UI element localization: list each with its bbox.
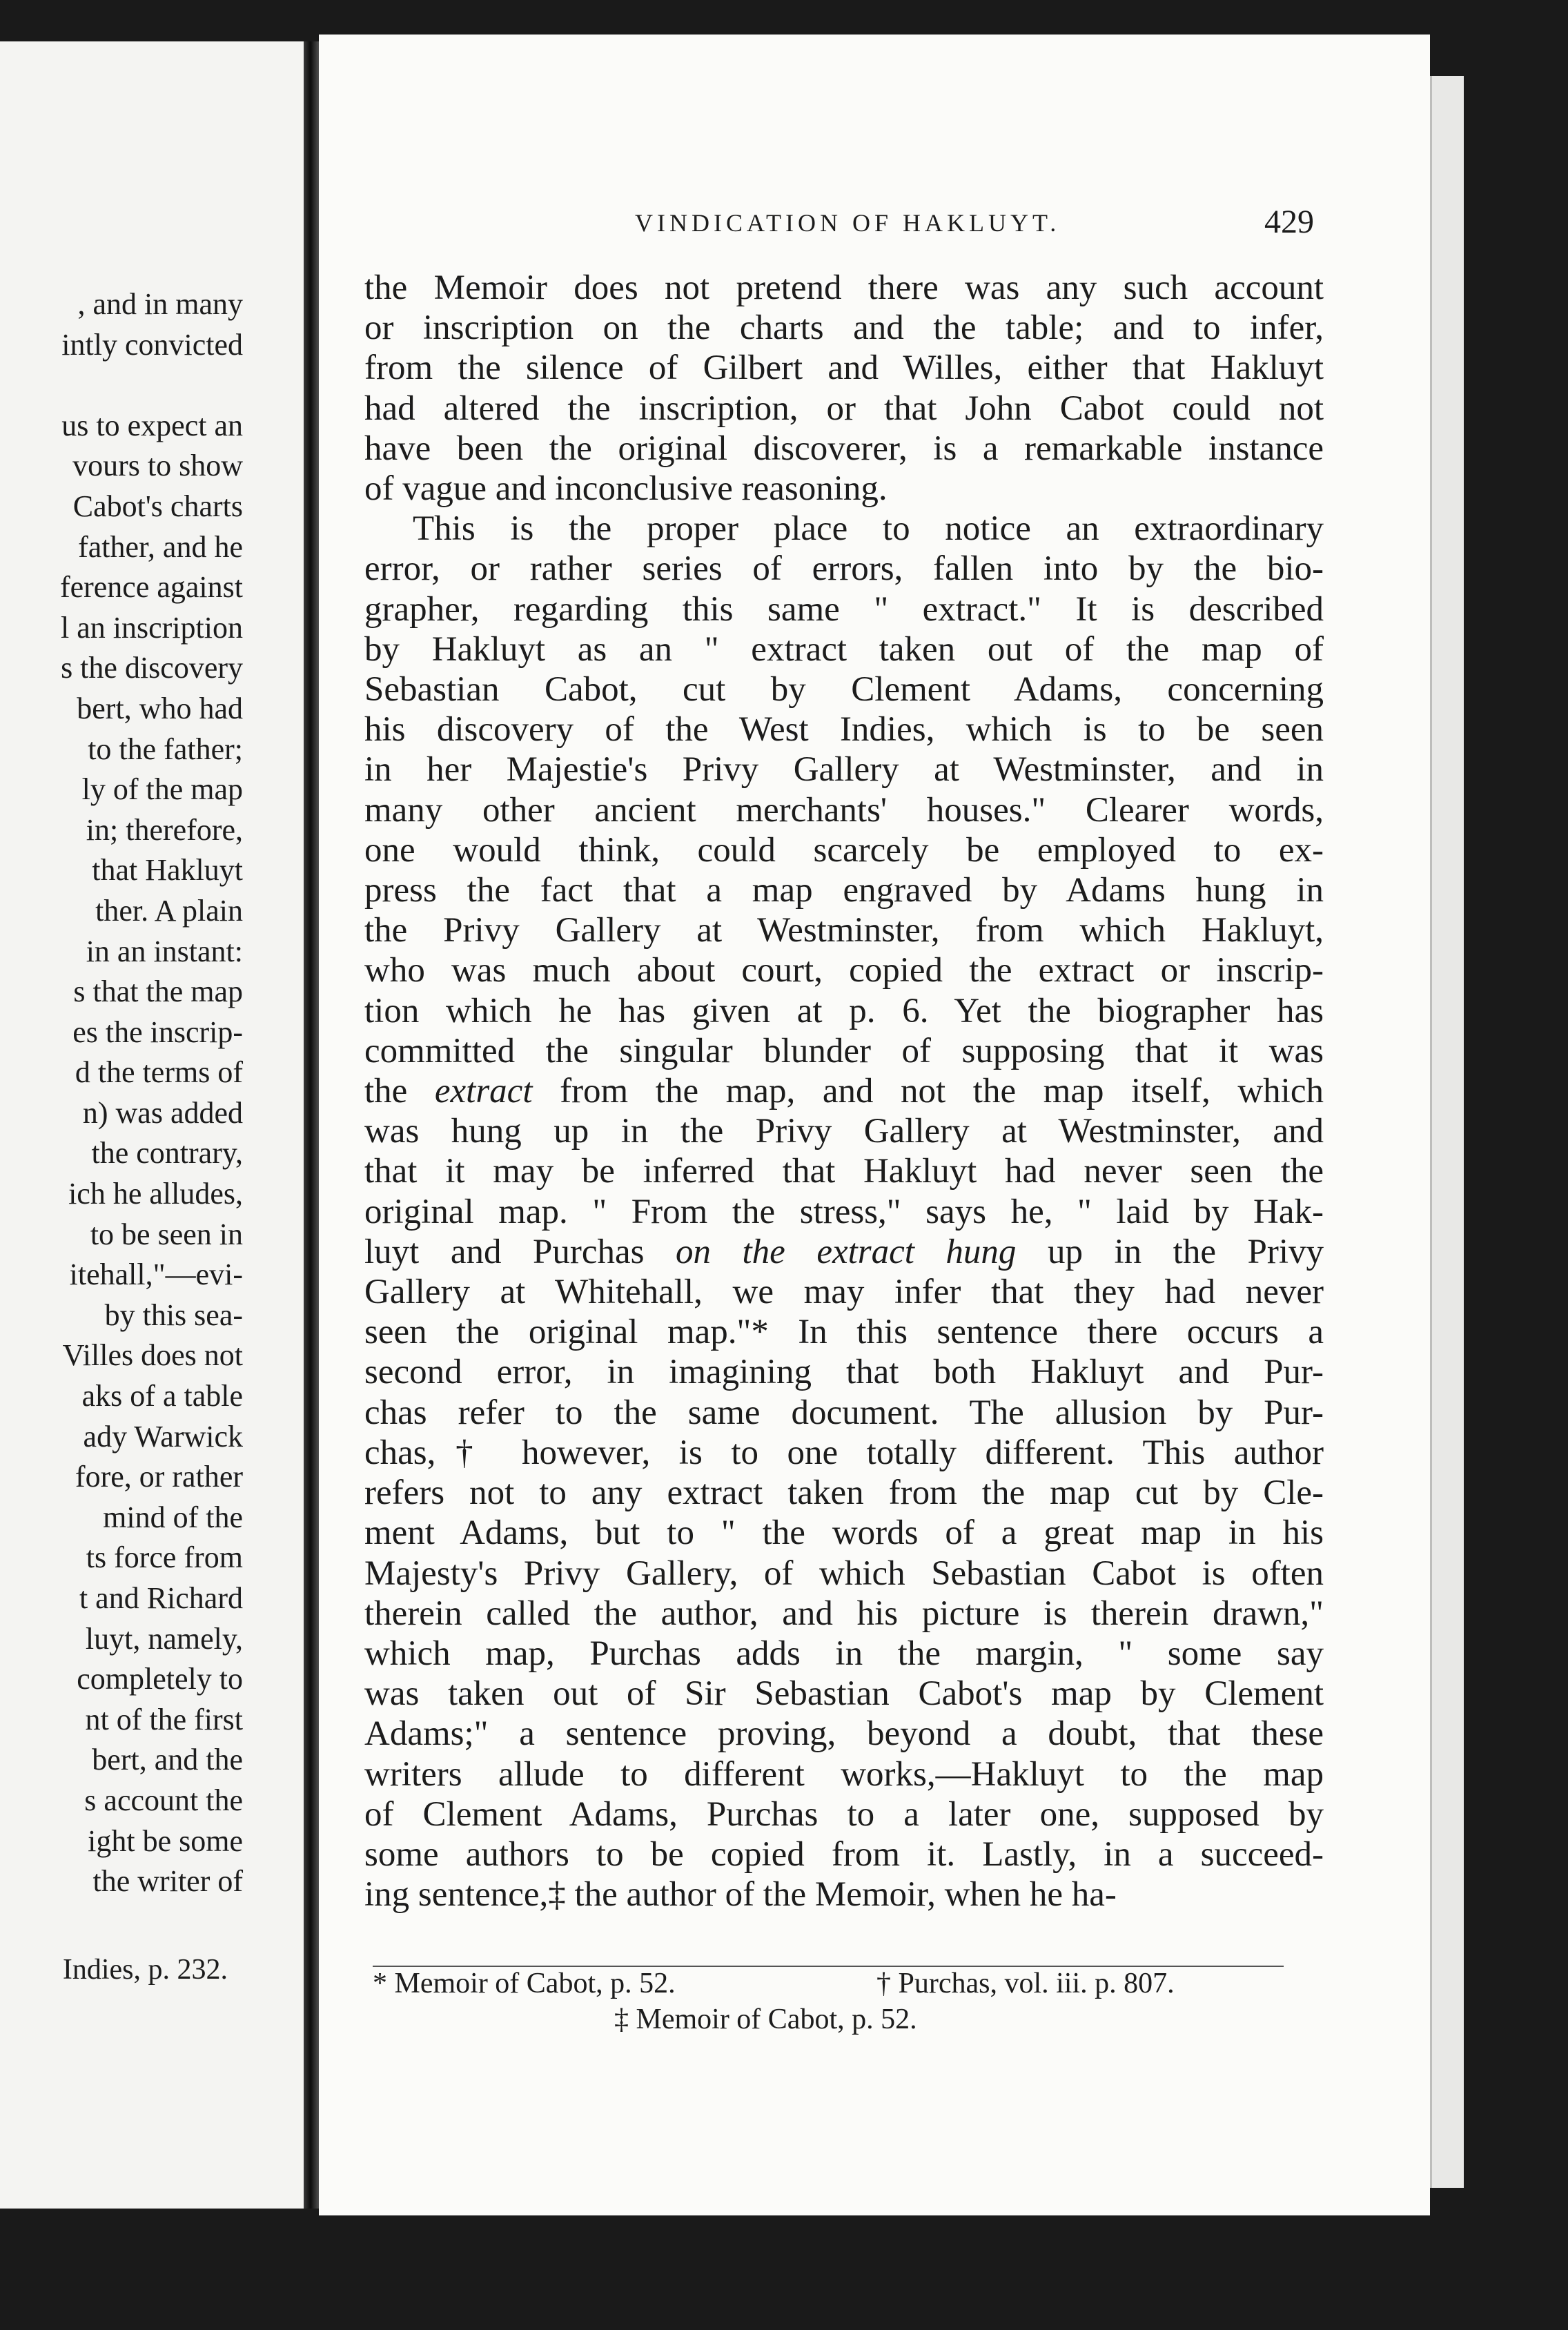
left-page-line: us to expect an — [61, 408, 243, 442]
left-page-line: aks of a table — [81, 1379, 243, 1413]
left-page-line: in; therefore, — [86, 812, 243, 847]
body-line: the Privy Gallery at Westminster, from which Hakluyt, — [364, 911, 1324, 950]
left-page-line: the contrary, — [91, 1136, 243, 1171]
footnote-purchas: † Purchas, vol. iii. p. 807. — [876, 1968, 1175, 1999]
body-line: in her Majestie's Privy Gallery at Westminster, and in — [364, 750, 1324, 790]
footnote-row — [373, 2003, 1284, 2039]
left-page-line — [0, 365, 243, 406]
body-line: Majesty's Privy Gallery, of which Sebastian Cabot is often — [364, 1554, 1324, 1593]
left-page-text — [0, 284, 243, 1902]
body-line: tion which he has given at p. 6. Yet the biographer has — [364, 991, 1324, 1030]
body-line: chas,† however, is to one totally different. This author — [364, 1433, 1324, 1472]
left-page-line: Villes does not — [62, 1338, 243, 1373]
body-line: ment Adams, but to " the words of a great map in his — [364, 1514, 1324, 1553]
left-page-line: nt of the first — [85, 1702, 243, 1736]
body-line: writers allude to different works,—Hakluyt to the map — [364, 1754, 1324, 1794]
body-line: of Clement Adams, Purchas to a later one, supposed by — [364, 1794, 1324, 1834]
body-line: was hung up in the Privy Gallery at Westminster, and — [364, 1112, 1324, 1151]
left-page-line: fore, or rather — [75, 1460, 243, 1494]
left-page-line: the writer of — [92, 1864, 243, 1899]
body-line: who was much about court, copied the extract or inscrip- — [364, 951, 1324, 990]
left-page-line: es the inscrip- — [72, 1015, 243, 1049]
left-page-line: ich he alludes, — [68, 1177, 243, 1211]
left-page-line: l an inscription — [61, 610, 243, 645]
left-page-line: itehall,"—evi- — [69, 1257, 243, 1292]
left-page-line: by this sea- — [104, 1298, 243, 1332]
body-line: Adams;" a sentence proving, beyond a doubt, that these — [364, 1714, 1324, 1754]
left-page-line: mind of the — [103, 1500, 243, 1534]
footnote-memoir: * Memoir of Cabot, p. 52. — [373, 1968, 676, 1999]
body-line: one would think, could scarcely be employed to ex- — [364, 830, 1324, 870]
body-line: error, or rather series of errors, fallen into by the bio- — [364, 549, 1324, 589]
left-page-line: ady Warwick — [83, 1419, 243, 1453]
body-line: some authors to be copied from it. Lastly, in a succeed- — [364, 1834, 1324, 1874]
left-page-line: bert, who had — [77, 691, 243, 725]
left-page-line: ther. A plain — [95, 893, 243, 928]
body-line: many other ancient merchants' houses." Clearer words, — [364, 790, 1324, 830]
body-line: that it may be inferred that Hakluyt had never seen the — [364, 1152, 1324, 1191]
body-line: ing sentence,‡ the author of the Memoir, when he ha- — [364, 1875, 1117, 1915]
left-page-line: bert, and the — [92, 1743, 243, 1777]
body-line: seen the original map."* In this sentence there occurs a — [364, 1313, 1324, 1352]
body-line: committed the singular blunder of supposing that it was — [364, 1031, 1324, 1070]
body-line: luyt and Purchas on the extract hung up in the Privy — [364, 1232, 1324, 1271]
body-line: which map, Purchas adds in the margin, " some say — [364, 1634, 1324, 1673]
left-page-line: ts force from — [86, 1540, 243, 1575]
body-line: of vague and inconclusive reasoning. — [364, 469, 888, 509]
page-number: 429 — [1264, 204, 1314, 240]
body-line: therein called the author, and his picture is therein drawn," — [364, 1594, 1324, 1633]
body-line: the Memoir does not pretend there was any such account — [364, 268, 1324, 307]
left-page-line: luyt, namely, — [85, 1621, 243, 1656]
body-line: was taken out of Sir Sebastian Cabot's map by Clement — [364, 1674, 1324, 1714]
left-page-line: , and in many — [77, 287, 243, 321]
left-page-footnote: Indies, p. 232. — [62, 1954, 228, 1986]
body-line: from the silence of Gilbert and Willes, either that Hakluyt — [364, 349, 1324, 388]
page-edge — [1430, 76, 1464, 2188]
body-line: grapher, regarding this same " extract." It is described — [364, 589, 1324, 629]
left-page-line: intly convicted — [61, 327, 243, 362]
left-page-line: that Hakluyt — [92, 853, 243, 888]
left-page-line: s account the — [84, 1783, 243, 1817]
body-text — [364, 268, 1324, 1915]
body-line: have been the original discoverer, is a remarkable instance — [364, 429, 1324, 468]
left-page-line: ference against — [59, 570, 243, 605]
body-line: press the fact that a map engraved by Adams hung in — [364, 871, 1324, 910]
left-page-line: s the discovery — [61, 651, 243, 685]
footnote-row — [373, 1967, 1284, 2003]
footnote-memoir-second: ‡ Memoir of Cabot, p. 52. — [614, 2004, 917, 2035]
left-page-line: Cabot's charts — [72, 489, 243, 523]
left-page-line: father, and he — [78, 529, 243, 564]
left-page-line: in an instant: — [86, 934, 243, 968]
body-line: by Hakluyt as an " extract taken out of the map of — [364, 629, 1324, 669]
body-line: refers not to any extract taken from the map cut by Cle- — [364, 1474, 1324, 1513]
body-line: second error, in imagining that both Hakluyt and Pur- — [364, 1353, 1324, 1392]
left-page-line: n) was added — [82, 1095, 243, 1130]
left-page-line: to the father; — [88, 732, 243, 766]
left-page-line: to be seen in — [90, 1217, 243, 1251]
body-line: had altered the inscription, or that John Cabot could not — [364, 389, 1324, 428]
left-page-line: s that the map — [73, 975, 243, 1009]
footnotes — [373, 1967, 1284, 2039]
left-page-line: d the terms of — [75, 1055, 243, 1090]
body-line: This is the proper place to notice an extraordinary — [413, 509, 1324, 549]
left-page-line: t and Richard — [79, 1581, 243, 1615]
body-line: his discovery of the West Indies, which is to be seen — [364, 710, 1324, 750]
body-line: Gallery at Whitehall, we may infer that they had never — [364, 1273, 1324, 1312]
book-gutter — [304, 41, 319, 2209]
body-line: or inscription on the charts and the table; and to infer, — [364, 309, 1324, 348]
body-line: the extract from the map, and not the map itself, which — [364, 1072, 1324, 1111]
left-page-line: completely to — [77, 1662, 243, 1696]
left-facing-page — [0, 41, 304, 2209]
body-line: chas refer to the same document. The allusion by Pur- — [364, 1393, 1324, 1432]
left-page-line: ight be some — [88, 1823, 243, 1858]
running-header-title: VINDICATION OF HAKLUYT. — [635, 209, 1061, 237]
body-line: Sebastian Cabot, cut by Clement Adams, concerning — [364, 670, 1324, 709]
left-page-line: vours to show — [72, 449, 243, 483]
body-line: original map. " From the stress," says he, " laid by Hak- — [364, 1192, 1324, 1231]
left-page-line: ly of the map — [81, 772, 243, 807]
